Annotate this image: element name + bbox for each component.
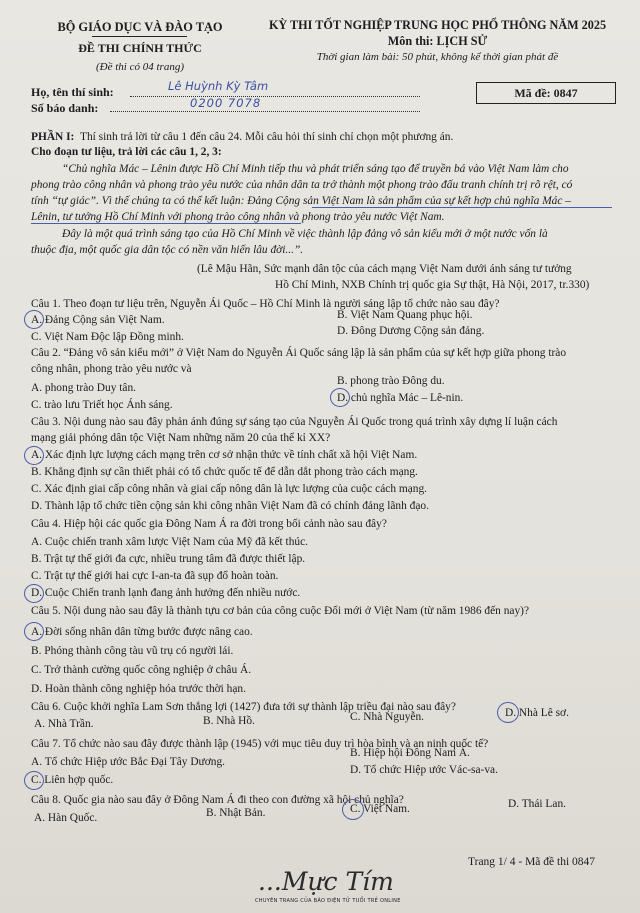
- answer-circle-mark: [330, 388, 350, 407]
- option-c: C. Việt Nam Độc lập Đồng minh.: [31, 331, 184, 343]
- citation-line: (Lê Mậu Hãn, Sức mạnh dân tộc của cách mạng Việt Nam dưới ánh sáng tư tưởng: [197, 263, 572, 275]
- citation-line: Hồ Chí Minh, NXB Chính trị quốc gia Sự thật, Hà Nội, 2017, tr.330): [275, 279, 590, 291]
- option-d: D. Tổ chức Hiệp ước Vác-sa-va.: [350, 764, 498, 776]
- option-d: D. Đông Dương Cộng sản đảng.: [337, 325, 485, 337]
- answer-circle-mark: [24, 771, 44, 790]
- passage-line: Lênin, tư tưởng Hồ Chí Minh với phong trào công nhân và phong trào yêu nước Việt Nam.: [31, 211, 445, 223]
- handwritten-underline: [31, 223, 301, 224]
- exam-code: Mã đề: 0847: [514, 86, 578, 100]
- ministry-title: BỘ GIÁO DỤC VÀ ĐÀO TẠO: [57, 20, 223, 34]
- option-b: B. Trật tự thế giới đa cực, nhiều trung tâm đã được thiết lập.: [31, 553, 306, 565]
- answer-circle-mark: [24, 584, 44, 603]
- official-label: ĐỀ THI CHÍNH THỨC: [78, 41, 202, 55]
- answer-circle-mark: [24, 310, 44, 329]
- option-b: B. phong trào Đông du.: [337, 375, 445, 387]
- question-stem: Câu 1. Theo đoạn tư liệu trên, Nguyễn Ái Quốc – Hồ Chí Minh là người sáng lập tổ chức nào sau đây?: [31, 298, 500, 310]
- answer-circle-mark: [497, 702, 519, 723]
- passage-line: thuộc địa, một quốc gia dân tộc có nền văn hiến lâu đời...”.: [31, 244, 304, 256]
- option-c: C. Xác định giai cấp công nhân và giai cấp nông dân là lực lượng của cuộc cách mạng.: [31, 483, 428, 495]
- id-handwritten: 0200 7078: [190, 96, 262, 110]
- option-a: A. phong trào Duy tân.: [31, 382, 137, 394]
- option-a: A. Đảng Cộng sản Việt Nam.: [31, 314, 165, 326]
- option-a: A. Hàn Quốc.: [34, 812, 98, 824]
- passage-line: tính “tự giác”. Vì thế chúng ta có thể kết luận: Đảng Cộng sản Việt Nam là sản phẩm của sự kết hợp chủ nghĩa Mác –: [31, 195, 571, 207]
- passage-line: phong trào công nhân và phong trào yêu nước của nhân dân ta trở thành một phong trào đấu tranh chính trị rõ rệt, có: [31, 179, 573, 191]
- passage-line: “Chủ nghĩa Mác – Lênin được Hồ Chí Minh tiếp thu và phát triển sáng tạo để truyền bá vào Việt Nam làm cho: [62, 163, 569, 175]
- option-c: C. Trở thành cường quốc công nghiệp ở châu Á.: [31, 664, 252, 676]
- question-stem: mạng giải phóng dân tộc Việt Nam những năm 20 của thế kỉ XX?: [31, 432, 331, 444]
- question-stem: Câu 8. Quốc gia nào sau đây ở Đông Nam Á đi theo con đường xã hội chủ nghĩa?: [31, 794, 404, 806]
- option-b: B. Nhật Bản.: [206, 807, 266, 819]
- answer-circle-mark: [342, 799, 364, 820]
- part-instruction: Thí sinh trả lời từ câu 1 đến câu 24. Mỗi câu hỏi thí sinh chỉ chọn một phương án.: [80, 131, 454, 143]
- answer-circle-mark: [24, 446, 44, 465]
- name-handwritten: Lê Huỳnh Kỳ Tâm: [168, 79, 269, 93]
- page-footer: Trang 1/ 4 - Mã đề thi 0847: [468, 856, 596, 868]
- question-stem: Câu 6. Cuộc khởi nghĩa Lam Sơn thắng lợi (1427) đưa tới sự thành lập triều đại nào sau đây?: [31, 701, 456, 713]
- option-c: C. trào lưu Triết học Ánh sáng.: [31, 399, 173, 411]
- option-d: D. Thành lập tổ chức tiền cộng sản khi công nhân Việt Nam đã có chính đảng lãnh đạo.: [31, 500, 429, 512]
- muctim-logo: ...Mực Tím: [258, 867, 394, 896]
- subject-label: Môn thi: LỊCH SỬ: [387, 34, 488, 48]
- option-a: A. Cuộc chiến tranh xâm lược Việt Nam của Mỹ đã kết thúc.: [31, 536, 309, 548]
- exam-title: KỲ THI TỐT NGHIỆP TRUNG HỌC PHỔ THÔNG NĂM 2025: [268, 18, 607, 32]
- id-dotline: [110, 99, 420, 112]
- option-a: A. Tổ chức Hiệp ước Bắc Đại Tây Dương.: [31, 756, 225, 768]
- handwritten-underline: [312, 207, 612, 208]
- logo-subtitle: CHUYÊN TRANG CỦA BÁO ĐIỆN TỬ TUỔI TRẺ ONLINE: [255, 898, 401, 904]
- passage-line: Đây là một quá trình sáng tạo của Hồ Chí Minh về việc thành lập đảng vô sản kiểu mới ở một nước vốn là: [62, 228, 548, 240]
- option-b: B. Khẳng định sự cần thiết phải có tổ chức quốc tế để dẫn dắt phong trào cách mạng.: [31, 466, 418, 478]
- question-stem: Câu 7. Tổ chức nào sau đây được thành lập (1945) với mục tiêu duy trì hòa bình và an ninh quốc tế?: [31, 738, 489, 750]
- option-c: C. Liên hợp quốc.: [31, 774, 114, 786]
- answer-circle-mark: [24, 622, 44, 641]
- time-label: Thời gian làm bài: 50 phút, không kể thời gian phát đề: [316, 51, 559, 63]
- option-a: A. Xác định lực lượng cách mạng trên cơ sở nhận thức về tính chất xã hội Việt Nam.: [31, 449, 418, 461]
- name-label: Họ, tên thí sinh:: [31, 85, 114, 99]
- option-a: A. Nhà Trần.: [34, 718, 94, 730]
- option-b: B. Hiệp hội Đông Nam Á.: [350, 747, 470, 759]
- option-d: D. Nhà Lê sơ.: [505, 707, 569, 719]
- option-a: A. Đời sống nhân dân từng bước được nâng cao.: [31, 626, 253, 638]
- option-b: B. Nhà Hồ.: [203, 715, 255, 727]
- part-title: PHẦN I:: [31, 131, 75, 143]
- option-b: B. Việt Nam Quang phục hội.: [337, 309, 473, 321]
- option-d: D. chủ nghĩa Mác – Lê-nin.: [337, 392, 464, 404]
- question-stem: Câu 3. Nội dung nào sau đây phản ánh đúng sự sáng tạo của Nguyễn Ái Quốc trong quá trình xây dựng lí luận cách: [31, 416, 558, 428]
- id-label: Số báo danh:: [31, 101, 99, 115]
- option-d: D. Cuộc Chiến tranh lạnh đang ảnh hưởng đến nhiều nước.: [31, 587, 301, 599]
- question-stem: Câu 5. Nội dung nào sau đây là thành tựu cơ bản của công cuộc Đổi mới ở Việt Nam (từ năm 1986 đến nay)?: [31, 605, 530, 617]
- question-stem: công nhân, phong trào yêu nước và: [31, 363, 192, 375]
- option-c: C. Nhà Nguyễn.: [350, 711, 425, 723]
- ministry-underline: [92, 36, 187, 37]
- page-count: (Đề thi có 04 trang): [96, 61, 184, 73]
- question-stem: Câu 2. “Đảng vô sản kiểu mới” ở Việt Nam do Nguyễn Ái Quốc sáng lập là sản phẩm của sự kết hợp giữa phong trào: [31, 347, 567, 359]
- question-stem: Câu 4. Hiệp hội các quốc gia Đông Nam Á ra đời trong bối cảnh nào sau đây?: [31, 518, 387, 530]
- option-b: B. Phóng thành công tàu vũ trụ có người lái.: [31, 645, 234, 657]
- passage-intro: Cho đoạn tư liệu, trả lời các câu 1, 2, 3:: [31, 146, 222, 158]
- option-d: D. Thái Lan.: [508, 798, 566, 810]
- option-c: C. Việt Nam.: [350, 803, 410, 815]
- option-c: C. Trật tự thế giới hai cực I-an-ta đã sụp đổ hoàn toàn.: [31, 570, 279, 582]
- option-d: D. Hoàn thành công nghiệp hóa trước thời hạn.: [31, 683, 246, 695]
